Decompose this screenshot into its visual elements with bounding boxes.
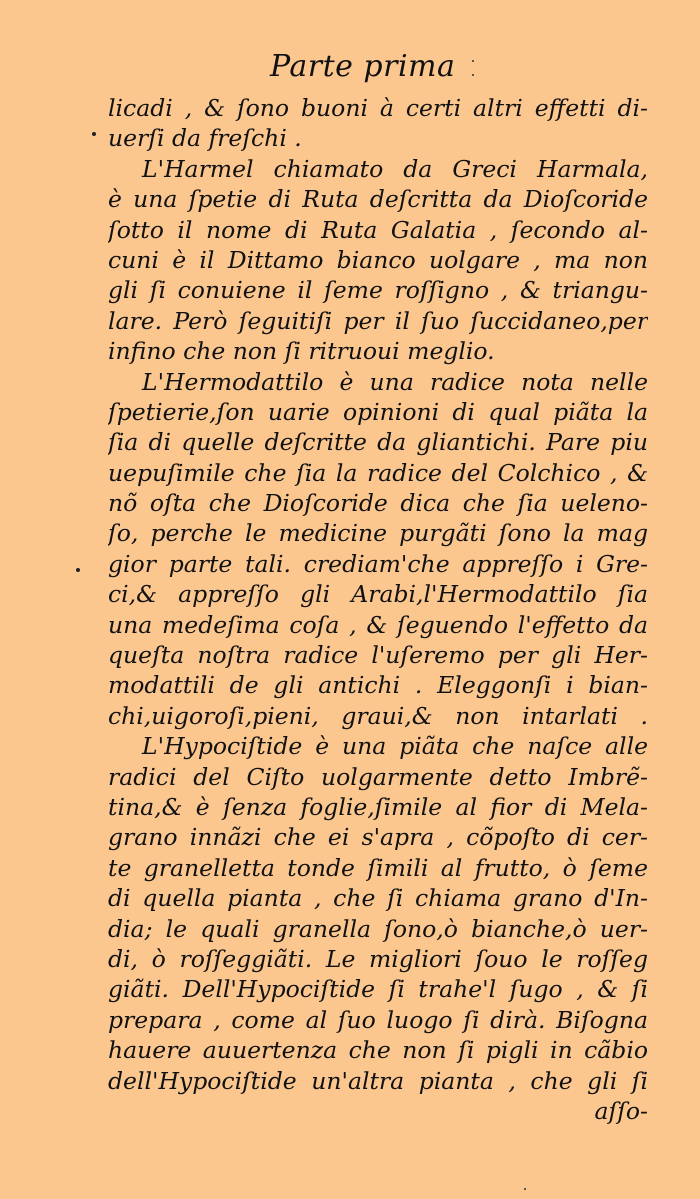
text-line: gior parte tali. crediam'che appreſſo i Gre- [108, 549, 648, 578]
text-line: di, ò roſſeggiãti. Le migliori ſouo le roſſeg [108, 944, 648, 973]
text-line: giãti. Dell'Hypociſtide ſi trahe'l ſugo , & ſi [108, 975, 648, 1004]
text-line: infino che non ſi ritruoui meglio. [108, 337, 495, 366]
margin-mark [92, 132, 96, 136]
text-line: L'Hypociſtide è una piãta che naſce alle [142, 732, 648, 761]
text-line: dia; le quali granella ſono,ò bianche,ò uer- [108, 914, 648, 943]
text-line: L'Harmel chiamato da Greci Harmala, [142, 154, 648, 183]
text-line: una medeſima coſa , & ſeguendo l'effetto da [108, 610, 648, 639]
text-line: è una ſpetie di Ruta deſcritta da Dioſcoride [108, 185, 648, 214]
body-text [108, 93, 648, 1126]
text-line: lare. Però ſeguitiſi per il ſuo ſuccidaneo,per [108, 306, 648, 335]
text-line: nõ oſta che Dioſcoride dica che ſia ueleno- [108, 489, 648, 518]
text-line: dell'Hypociſtide un'altra pianta , che gli ſi [108, 1066, 648, 1095]
running-head: Parte prima [270, 49, 456, 84]
text-line: ſo, perche le medicine purgãti ſono la mag [108, 519, 648, 548]
margin-mark [76, 568, 80, 572]
text-line: prepara , come al ſuo luogo ſi dirà. Biſogna [108, 1005, 648, 1034]
text-line: gli ſi conuiene il ſeme roſſigno , & triangu- [108, 276, 648, 305]
ink-speck [472, 60, 474, 62]
text-line: grano innãzi che ei s'apra , cõpoſto di cer- [108, 823, 648, 852]
ink-speck [472, 74, 474, 76]
text-line: ſia di quelle deſcritte da gliantichi. Pare piu [108, 428, 648, 457]
text-line: di quella pianta , che ſi chiama grano d'In- [108, 884, 648, 913]
text-line: chi,uigoroſi,pieni, graui,& non intarlati . [108, 701, 648, 730]
text-line: hauere auuertenza che non ſi pigli in cãbio [108, 1036, 648, 1065]
text-line: te granelletta tonde ſimili al frutto, ò ſeme [108, 853, 648, 882]
text-line: ſpetierie,ſon uarie opinioni di qual piãta la [108, 397, 648, 426]
text-line: L'Hermodattilo è una radice nota nelle [142, 367, 648, 396]
text-line: licadi , & ſono buoni à certi altri effetti di- [108, 94, 648, 122]
catchword: aſſo- [594, 1096, 648, 1125]
text-line: uerſi da freſchi . [108, 124, 302, 153]
text-line: radici del Ciſto uolgarmente detto Imbrẽ- [108, 762, 648, 791]
text-line: uериſimile che ſia la radice del Colchico , & [108, 458, 648, 487]
text-line: queſta noſtra radice l'uſeremo per gli Her- [108, 641, 648, 670]
ink-speck [524, 1188, 526, 1190]
text-line: modattili de gli antichi . Eleggonſi i bian- [108, 671, 648, 700]
text-line: cuni è il Dittamo bianco uolgare , ma non [108, 245, 648, 274]
text-line: ſotto il nome di Ruta Galatia , ſecondo al- [108, 215, 648, 244]
text-line: tina,& è ſenza foglie,ſimile al fior di Mela- [108, 792, 648, 821]
text-line: ci,& appreſſo gli Arabi,l'Hermodattilo ſia [108, 580, 648, 609]
